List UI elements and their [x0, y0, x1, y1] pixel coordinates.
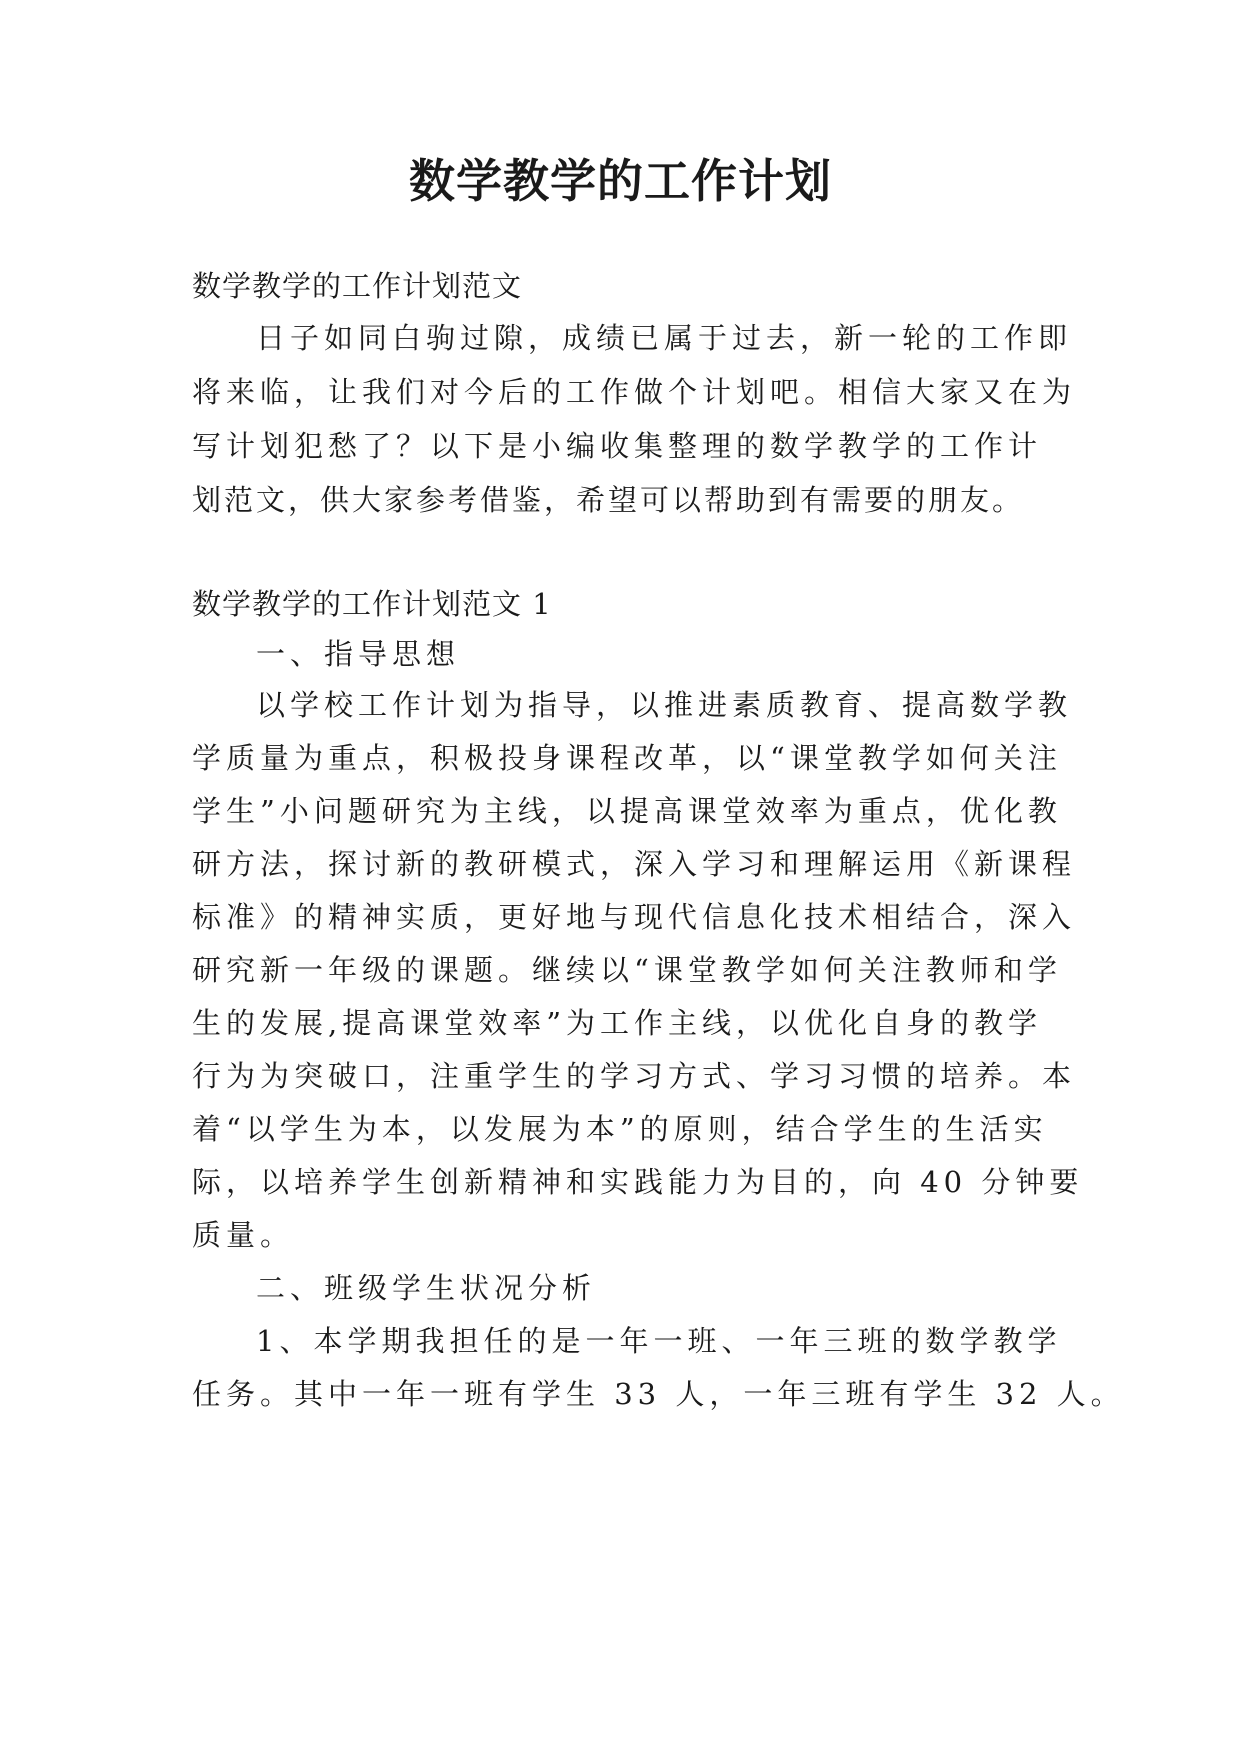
intro-line: 日子如同白驹过隙，成绩已属于过去，新一轮的工作即: [256, 321, 1073, 355]
part-heading: 一、指导思想: [256, 637, 461, 671]
paragraph-line: 标准》的精神实质，更好地与现代信息化技术相结合，深入: [192, 900, 1077, 934]
paragraph-line: 任务。其中一年一班有学生 33 人，一年三班有学生 32 人。: [192, 1377, 1125, 1411]
intro-line: 写计划犯愁了？以下是小编收集整理的数学教学的工作计: [192, 429, 1043, 463]
document-title: 数学教学的工作计划: [409, 154, 832, 208]
paragraph-line: 生的发展,提高课堂效率”为工作主线，以优化自身的教学: [192, 1006, 1043, 1040]
paragraph-line: 研方法，探讨新的教研模式，深入学习和理解运用《新课程: [192, 847, 1077, 881]
paragraph-line: 着“以学生为本，以发展为本”的原则，结合学生的生活实: [192, 1112, 1048, 1146]
document-subtitle: 数学教学的工作计划范文: [192, 269, 523, 303]
intro-line: 将来临，让我们对今后的工作做个计划吧。相信大家又在为: [192, 375, 1077, 409]
paragraph-line: 学生”小问题研究为主线，以提高课堂效率为重点，优化教: [192, 794, 1062, 828]
paragraph-line: 质量。: [192, 1218, 295, 1252]
section-heading: 数学教学的工作计划范文 1: [192, 587, 552, 621]
paragraph-line: 以学校工作计划为指导，以推进素质教育、提高数学教: [256, 688, 1073, 722]
intro-line: 划范文，供大家参考借鉴，希望可以帮助到有需要的朋友。: [192, 483, 1025, 517]
paragraph-line: 际，以培养学生创新精神和实践能力为目的，向 40 分钟要: [192, 1165, 1084, 1199]
paragraph-line: 研究新一年级的课题。继续以“课堂教学如何关注教师和学: [192, 953, 1062, 987]
paragraph-line: 学质量为重点，积极投身课程改革，以“课堂教学如何关注: [192, 741, 1062, 775]
paragraph-line: 1、本学期我担任的是一年一班、一年三班的数学教学: [256, 1324, 1062, 1358]
paragraph-line: 行为为突破口，注重学生的学习方式、学习习惯的培养。本: [192, 1059, 1077, 1093]
part-heading: 二、班级学生状况分析: [256, 1271, 597, 1305]
